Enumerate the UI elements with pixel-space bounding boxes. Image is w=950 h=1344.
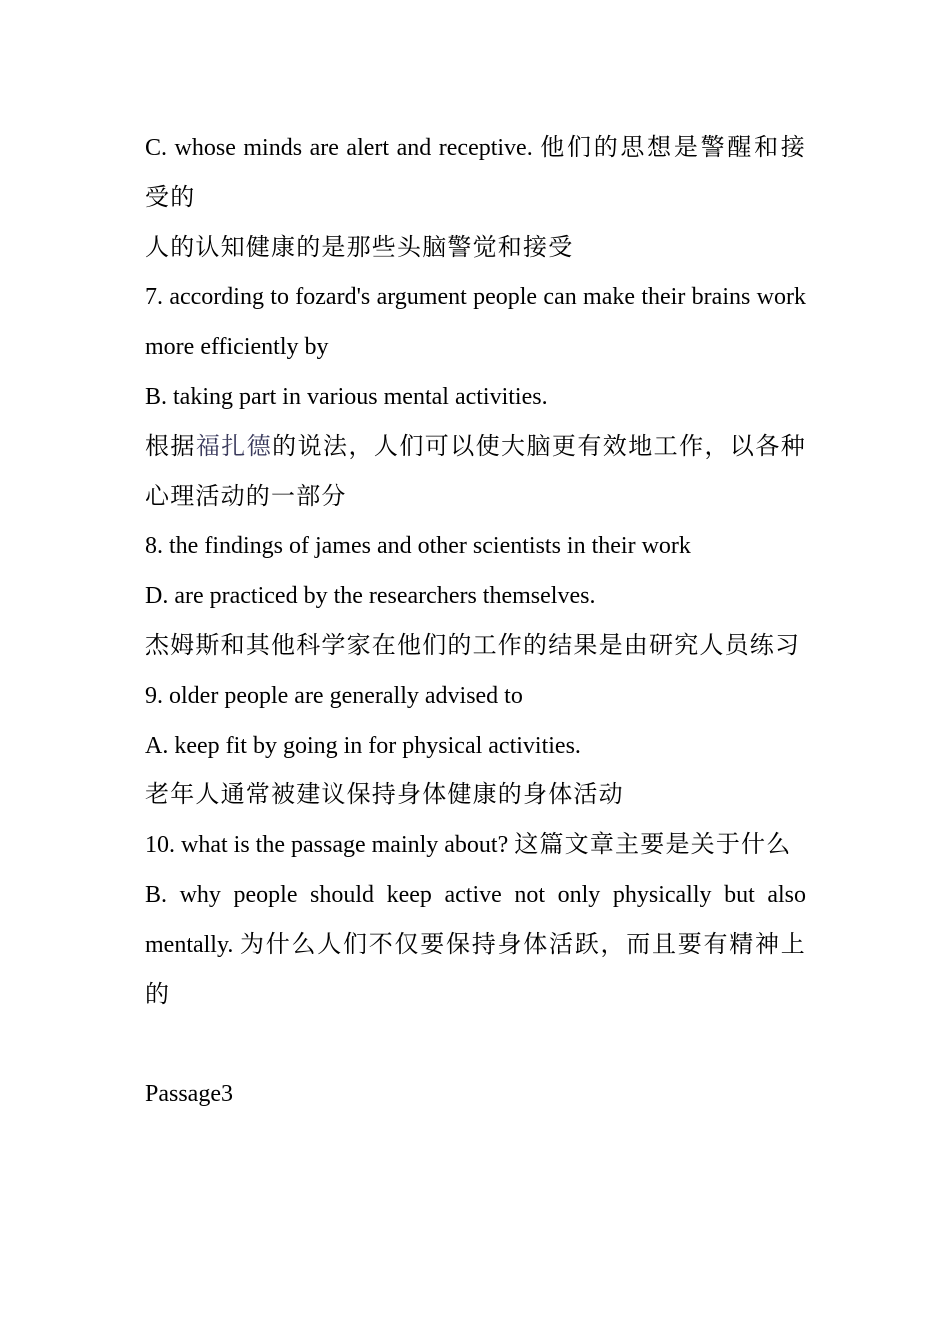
q6-option-c: [145, 124, 806, 224]
q7-question: 7. according to fozard's argument people can make their brains work more efficiently by: [145, 284, 806, 361]
q9-translation: 老年人通常被建议保持身体健康的身体活动: [145, 782, 624, 809]
q10-answer-chinese: 为什么人们不仅要保持身体活跃，而且要有精神上的: [145, 931, 807, 1008]
q7-translation: [145, 423, 806, 523]
q9-answer: A. keep fit by going in for physical activities.: [145, 732, 581, 759]
q10-answer: [145, 871, 806, 1020]
section-heading: Passage3: [145, 1081, 233, 1108]
q10-question-chinese: 这篇文章主要是关于什么: [514, 832, 792, 859]
q9-question: 9. older people are generally advised to: [145, 682, 523, 709]
q6-option-c-english: C. whose minds are alert and receptive.: [145, 135, 533, 161]
q10-answer-english: B. why people should keep active not only physically but also mentally.: [145, 881, 806, 958]
blank-line: [145, 1020, 806, 1070]
q8-translation: 杰姆斯和其他科学家在他们的工作的结果是由研究人员练习: [145, 632, 801, 659]
q10-question: [145, 821, 806, 871]
q7-answer: B. taking part in various mental activities.: [145, 383, 548, 410]
q6-option-c-chinese: 他们的思想是警醒和接受的: [145, 135, 806, 211]
q10-question-english: 10. what is the passage mainly about?: [145, 832, 509, 859]
q7-translation-post: 的说法，人们可以使大脑更有效地工作，以各种心理活动的一部分: [145, 433, 806, 510]
q7-translation-name: 福扎德: [195, 433, 273, 460]
q8-question: 8. the findings of james and other scientists in their work: [145, 533, 691, 560]
q6-translation: 人的认知健康的是那些头脑警觉和接受: [145, 234, 574, 261]
document-body: [145, 124, 806, 1120]
q7-translation-pre: 根据: [145, 433, 196, 460]
q8-answer: D. are practiced by the researchers themselves.: [145, 583, 596, 610]
